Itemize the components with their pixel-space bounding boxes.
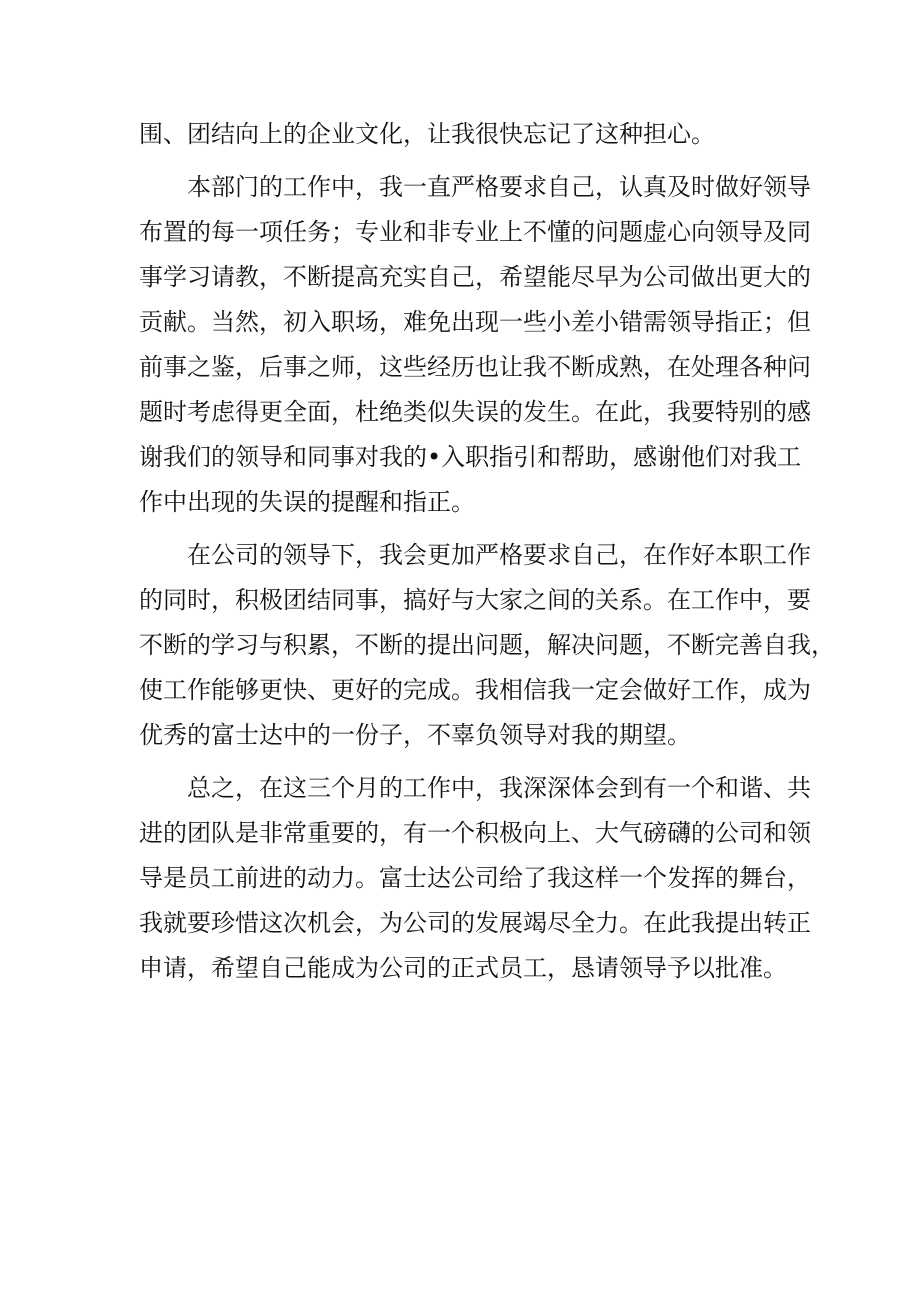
paragraph bbox=[139, 112, 789, 157]
text-line: 优秀的富士达中的一份子，不辜负领导对我的期望。 bbox=[139, 721, 691, 749]
text-line: 进的团队是非常重要的，有一个积极向上、大气磅礴的公司和领 bbox=[139, 819, 811, 847]
document-body bbox=[139, 112, 835, 991]
text-line: 在公司的领导下，我会更加严格要求自己，在作好本职工作 bbox=[139, 541, 811, 569]
text-line: 作中出现的失误的提醒和指正。 bbox=[139, 488, 475, 516]
text-line: 题时考虑得更全面，杜绝类似失误的发生。在此，我要特别的感 bbox=[139, 398, 811, 426]
text-line: 的同时，积极团结同事，搞好与大家之间的关系。在工作中，要 bbox=[139, 586, 811, 614]
paragraph bbox=[139, 165, 811, 525]
paragraph bbox=[139, 533, 835, 758]
text-line: 事学习请教，不断提高充实自己，希望能尽早为公司做出更大的 bbox=[139, 263, 811, 291]
text-line: 本部门的工作中，我一直严格要求自己，认真及时做好领导 bbox=[139, 173, 811, 201]
paragraph bbox=[139, 766, 811, 991]
text-line: 申请，希望自己能成为公司的正式员工，恳请领导予以批准。 bbox=[139, 954, 787, 982]
text-line: 我就要珍惜这次机会，为公司的发展竭尽全力。在此我提出转正 bbox=[139, 909, 811, 937]
text-line: 使工作能够更快、更好的完成。我相信我一定会做好工作，成为 bbox=[139, 676, 811, 704]
text-line: 贡献。当然，初入职场，难免出现一些小差小错需领导指正；但 bbox=[139, 308, 811, 336]
text-line: 布置的每一项任务；专业和非专业上不懂的问题虚心向领导及同 bbox=[139, 218, 811, 246]
text-line: 前事之鉴，后事之师，这些经历也让我不断成熟，在处理各种问 bbox=[139, 353, 811, 381]
text-line: 导是员工前进的动力。富士达公司给了我这样一个发挥的舞台， bbox=[139, 864, 811, 892]
text-line: 总之，在这三个月的工作中，我深深体会到有一个和谐、共 bbox=[139, 774, 811, 802]
text-line: 围、团结向上的企业文化，让我很快忘记了这种担心。 bbox=[139, 120, 715, 148]
text-line: 不断的学习与积累，不断的提出问题，解决问题，不断完善自我， bbox=[139, 631, 835, 659]
text-line: 谢我们的领导和同事对我的•入职指引和帮助，感谢他们对我工 bbox=[139, 443, 802, 471]
